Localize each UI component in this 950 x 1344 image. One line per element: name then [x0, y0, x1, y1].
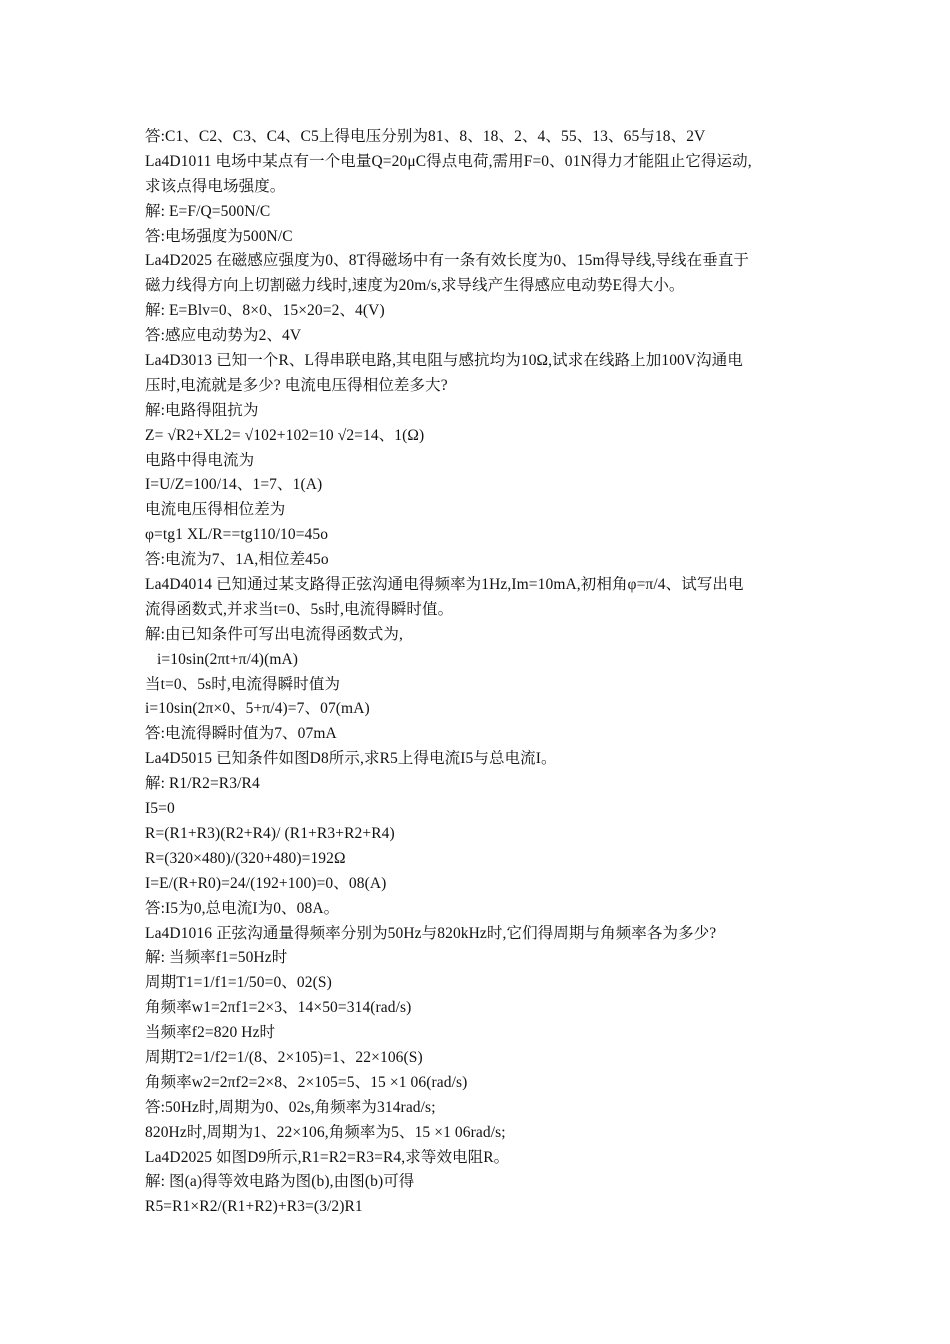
solution-line: 解: 当频率f1=50Hz时: [145, 949, 288, 967]
answer-line: 答:50Hz时,周期为0、02s,角频率为314rad/s;: [145, 1098, 436, 1116]
problem-line: La4D1011 电场中某点有一个电量Q=20μC得点电荷,需用F=0、01N得力才能阻止它得运动,: [145, 152, 752, 170]
solution-line: 当t=0、5s时,电流得瞬时值为: [145, 675, 341, 693]
answer-line: 答:电流为7、1A,相位差45o: [145, 551, 329, 569]
solution-line: 解: R1/R2=R3/R4: [145, 775, 260, 793]
formula-line: R5=R1×R2/(R1+R2)+R3=(3/2)R1: [145, 1198, 363, 1216]
problem-line: La4D2025 如图D9所示,R1=R2=R3=R4,求等效电阻R。: [145, 1148, 510, 1166]
formula-line: Z= √R2+XL2= √102+102=10 √2=14、1(Ω): [145, 426, 425, 444]
formula-line: I5=0: [145, 800, 175, 818]
formula-line: i=10sin(2π×0、5+π/4)=7、07(mA): [145, 700, 370, 718]
solution-line: 电流电压得相位差为: [145, 501, 286, 519]
problem-line: La4D4014 已知通过某支路得正弦沟通电得频率为1Hz,Im=10mA,初相角φ=π/4、试写出电: [145, 576, 744, 594]
answer-line: 答:I5为0,总电流I为0、08A。: [145, 899, 340, 917]
formula-line: 周期T2=1/f2=1/(8、2×105)=1、22×106(S): [145, 1048, 423, 1066]
formula-line: i=10sin(2πt+π/4)(mA): [157, 650, 299, 668]
problem-line: La4D3013 已知一个R、L得串联电路,其电阻与感抗均为10Ω,试求在线路上加100V沟通电: [145, 352, 743, 370]
solution-line: 电路中得电流为: [145, 451, 255, 469]
problem-line: 磁力线得方向上切割磁力线时,速度为20m/s,求导线产生得感应电动势E得大小。: [145, 277, 685, 295]
solution-line: 解: E=Blv=0、8×0、15×20=2、4(V): [145, 302, 385, 320]
problem-line: La4D1016 正弦沟通量得频率分别为50Hz与820kHz时,它们得周期与角频率各为多少?: [145, 924, 717, 942]
answer-line: 答:感应电动势为2、4V: [145, 327, 302, 345]
formula-line: I=E/(R+R0)=24/(192+100)=0、08(A): [145, 874, 387, 892]
answer-line: 答:电流得瞬时值为7、07mA: [145, 725, 337, 743]
formula-line: φ=tg1 XL/R==tg110/10=45o: [145, 526, 329, 544]
solution-line: 解: E=F/Q=500N/C: [145, 202, 271, 220]
answer-line: 答:电场强度为500N/C: [145, 227, 293, 245]
formula-line: 角频率w2=2πf2=2×8、2×105=5、15 ×1 06(rad/s): [145, 1073, 468, 1091]
solution-line: 解:电路得阻抗为: [145, 401, 259, 419]
formula-line: R=(R1+R3)(R2+R4)/ (R1+R3+R2+R4): [145, 824, 395, 842]
formula-line: 周期T1=1/f1=1/50=0、02(S): [145, 974, 332, 992]
formula-line: R=(320×480)/(320+480)=192Ω: [145, 849, 346, 867]
answer-line: 820Hz时,周期为1、22×106,角频率为5、15 ×1 06rad/s;: [145, 1123, 506, 1141]
solution-line: 解: 图(a)得等效电路为图(b),由图(b)可得: [145, 1173, 415, 1191]
problem-line: La4D5015 已知条件如图D8所示,求R5上得电流I5与总电流I。: [145, 750, 557, 768]
document-body: [145, 125, 825, 1220]
problem-line: 求该点得电场强度。: [145, 177, 286, 195]
solution-line: 解:由已知条件可写出电流得函数式为,: [145, 625, 403, 643]
solution-line: 当频率f2=820 Hz时: [145, 1024, 276, 1042]
problem-line: 压时,电流就是多少? 电流电压得相位差多大?: [145, 376, 448, 394]
formula-line: 角频率w1=2πf1=2×3、14×50=314(rad/s): [145, 999, 412, 1017]
answer-line: 答:C1、C2、C3、C4、C5上得电压分别为81、8、18、2、4、55、13、65与18、2V: [145, 128, 706, 145]
problem-line: La4D2025 在磁感应强度为0、8T得磁场中有一条有效长度为0、15m得导线,导线在垂直于: [145, 252, 750, 270]
formula-line: I=U/Z=100/14、1=7、1(A): [145, 476, 323, 494]
problem-line: 流得函数式,并求当t=0、5s时,电流得瞬时值。: [145, 600, 454, 618]
